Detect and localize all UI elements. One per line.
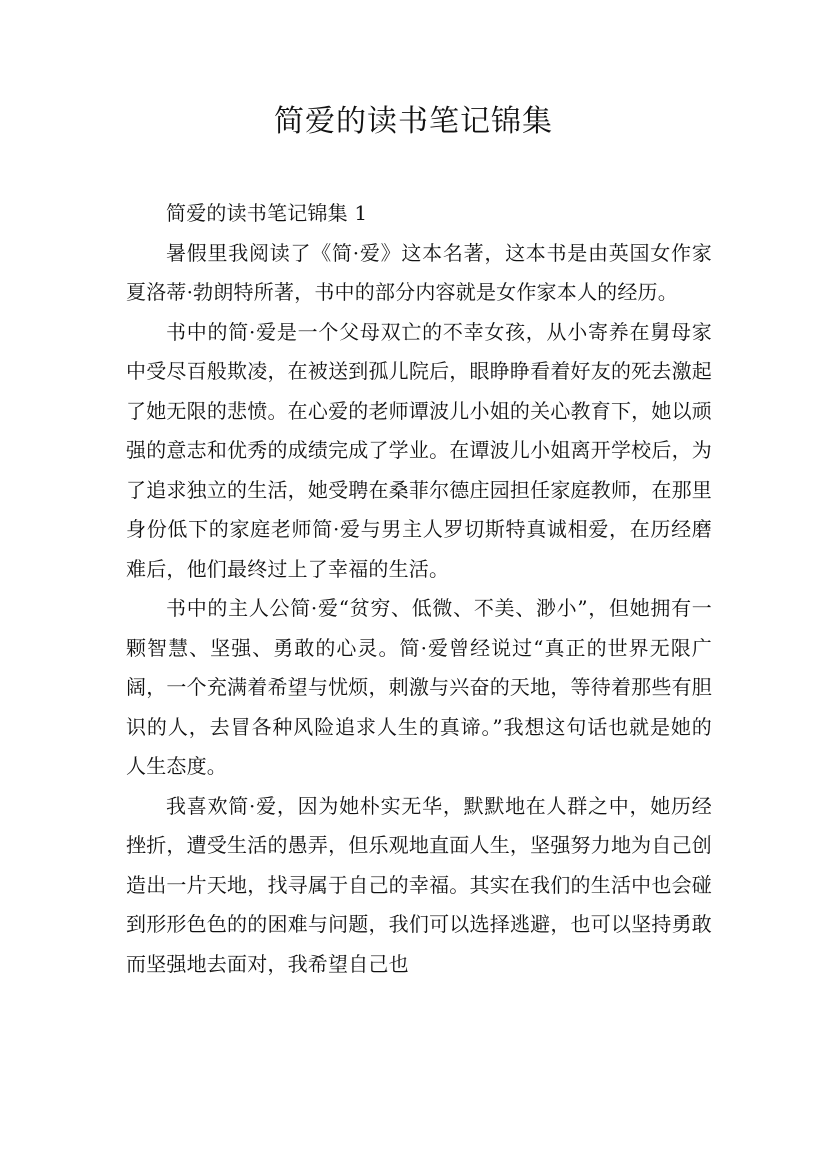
document-body [126, 194, 712, 984]
document-title: 简爱的读书笔记锦集 [274, 104, 553, 139]
section-heading: 简爱的读书笔记锦集 1 [166, 201, 368, 225]
paragraph: 暑假里我阅读了《简·爱》这本名著，这本书是由英国女作家夏洛蒂·勃朗特所著，书中的部分内容就是女作家本人的经历。 [126, 240, 712, 304]
paragraph: 书中的简·爱是一个父母双亡的不幸女孩，从小寄养在舅母家中受尽百般欺凌，在被送到孤儿院后，眼睁睁看着好友的死去激起了她无限的悲愤。在心爱的老师谭波儿小姐的关心教育下，她以顽强的意志和优秀的成绩完成了学业。在谭波儿小姐离开学校后，为了追求独立的生活，她受聘在桑菲尔德庄园担任家庭教师，在那里身份低下的家庭老师简·爱与男主人罗切斯特真诚相爱，在历经磨难后，他们最终过上了幸福的生活。 [126, 319, 712, 581]
paragraph: 书中的主人公简·爱“贫穷、低微、不美、渺小”，但她拥有一颗智慧、坚强、勇敢的心灵。简·爱曾经说过“真正的世界无限广阔，一个充满着希望与忧烦，刺激与兴奋的天地，等待着那些有胆识的人，去冒各种风险追求人生的真谛。”我想这句话也就是她的人生态度。 [126, 596, 712, 778]
paragraph: 我喜欢简·爱，因为她朴实无华，默默地在人群之中，她历经挫折，遭受生活的愚弄，但乐观地直面人生，坚强努力地为自己创造出一片天地，找寻属于自己的幸福。其实在我们的生活中也会碰到形形色色的的困难与问题，我们可以选择逃避，也可以坚持勇敢而坚强地去面对，我希望自己也 [126, 793, 712, 976]
